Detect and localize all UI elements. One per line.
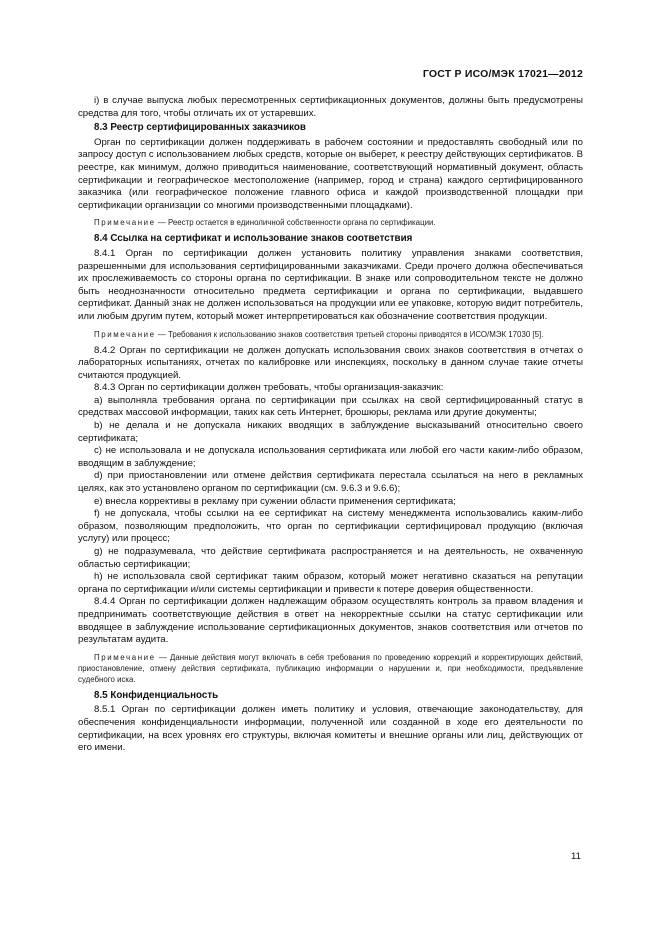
- note-text: — Требования к использованию знаков соответствия третьей стороны приводятся в ИСО/МЭК 17030 [5].: [157, 329, 544, 339]
- page-number: 11: [571, 851, 581, 862]
- paragraph: Орган по сертификации должен поддерживать в рабочем состоянии и предоставлять свободный или по запросу доступ с использованием любых средств, которые он выберет, к реестру действующих сертификатов. В реестре, как минимум, должно приводиться наименование, соответствующий нормативный документ, область сертификации и географическое местоположение (например, город и страна) каждого сертифицированного заказчика (или географическое положение главного офиса и каждой производственной площадки при сертификации организации со многими производственными площадками).: [78, 136, 583, 211]
- paragraph: b) не делала и не допускала никаких вводящих в заблуждение высказываний относительно своего сертификата;: [78, 420, 583, 444]
- paragraph: g) не подразумевала, что действие сертификата распространяется и на деятельность, не охваченную областью сертификации;: [78, 546, 583, 570]
- note-text: — Реестр остается в единоличной собственности органа по сертификации.: [157, 218, 436, 228]
- note-label: Примечание: [94, 329, 156, 339]
- standard-header: ГОСТ Р ИСО/МЭК 17021—2012: [422, 68, 583, 80]
- paragraph: e) внесла коррективы в рекламу при сужении области применения сертификата;: [94, 495, 456, 507]
- section-heading: 8.5 Конфиденциальность: [94, 689, 219, 701]
- document-body: [78, 95, 583, 755]
- paragraph: 8.4.4 Орган по сертификации должен надлежащим образом осуществлять контроль за правом владения и предпринимать соответствующие действия в ответ на некорректные ссылки на статус сертификации или вводящее в заблуждение использование сертификационных документов, знаков соответствия или отчетов по результатам аудита.: [78, 596, 583, 646]
- section-heading: 8.4 Ссылка на сертификат и использование знаков соответствия: [94, 233, 413, 245]
- note: [78, 652, 583, 685]
- paragraph: c) не использовала и не допускала использования сертификата или любой его части каким-либо образом, вводящим в заблуждение;: [78, 445, 583, 469]
- paragraph: i) в случае выпуска любых пересмотренных сертификационных документов, должны быть предусмотрены средства для того, чтобы отличать их от устаревших.: [78, 95, 583, 119]
- paragraph: 8.4.1 Орган по сертификации должен установить политику управления знаками соответствия, разрешенными для использования сертифицированными заказчиками. Среди прочего должна обеспечиваться их прослеживаемость со стороны органа по сертификации. В знаке или сопроводительном тексте не должно быть неоднозначности относительно предмета сертификации и органа по сертификации, выдавшего сертификат. Данный знак не должен использоваться на продукции или ее упаковке, которую видит потребитель, или любым другим путем, который может интерпретироваться как обозначение соответствия продукции.: [78, 247, 583, 322]
- paragraph: d) при приостановлении или отмене действия сертификата перестала ссылаться на него в рекламных целях, как это установлено органом по сертификации (см. 9.6.3 и 9.6.6);: [78, 470, 583, 495]
- paragraph: 8.4.3 Орган по сертификации должен требовать, чтобы организация-заказчик:: [94, 382, 444, 394]
- note: [78, 217, 583, 228]
- note-label: Примечание: [94, 218, 156, 228]
- paragraph: f) не допускала, чтобы ссылки на ее сертификат на систему менеджмента использовались каким-либо образом, позволяющим предположить, что орган по сертификации сертифицировал продукцию (включая услугу) или процесс;: [78, 508, 583, 545]
- paragraph: a) выполняла требования органа по сертификации при ссылках на свой сертифицированный статус в средствах массовой информации, таких как сеть Интернет, брошюры, реклама или другие документы;: [78, 394, 583, 419]
- note: [78, 329, 583, 340]
- note-text: — Данные действия могут включать в себя требования по проведению коррекций и корректирующих действий, приостановление, отмену действия сертификата, публикацию информации о нарушении и, при необходимости, предъявление судебного иска.: [78, 652, 583, 684]
- section-heading: 8.3 Реестр сертифицированных заказчиков: [94, 122, 306, 134]
- paragraph: 8.4.2 Орган по сертификации не должен допускать использования своих знаков соответствия в отчетах о лабораторных испытаниях, отчетах по калибровке или инспекциях, поскольку в данном случае такие отчеты считаются продукцией.: [78, 344, 583, 381]
- paragraph: h) не использовала свой сертификат таким образом, который может негативно сказаться на репутации органа по сертификации и/или системы сертификации и привести к потере доверия общественности.: [78, 571, 583, 595]
- paragraph: 8.5.1 Орган по сертификации должен иметь политику и условия, отвечающие законодательству, для обеспечения конфиденциальности информации, полученной или созданной в ходе его деятельности по сертификации, на всех уровнях его структуры, включая комитеты и внешние органы или лиц, действующих от его имени.: [78, 704, 583, 754]
- note-label: Примечание: [94, 652, 156, 662]
